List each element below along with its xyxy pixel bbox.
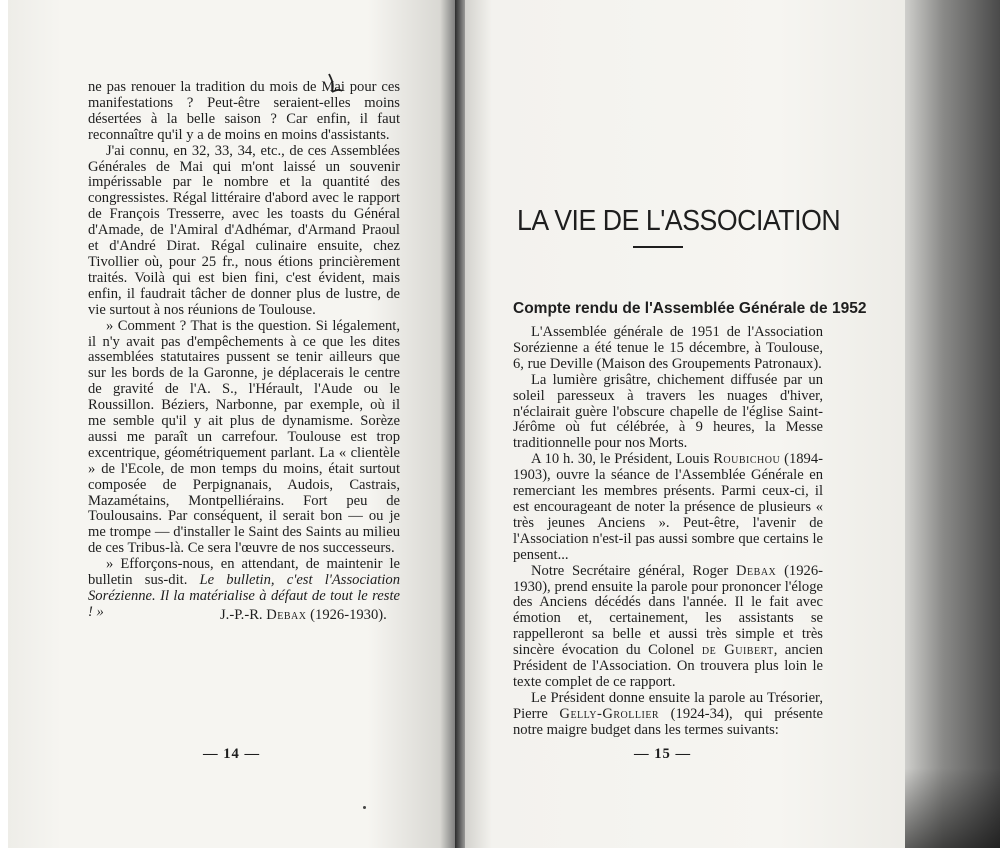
paragraph-text: La lumière grisâtre, chichement diffusée par un soleil paresseux à travers les nuages d'hiver, n'éclairait guère l'obscure chapelle de l'église Saint-Jérôme où fut célébrée, à 9 heures, la Messe traditionnelle pour nos Morts.	[513, 371, 823, 452]
paragraph	[513, 325, 823, 373]
closing-italic-text: Le bulletin, c'est l'Association Sorézienne. Il la matérialise à défaut de tout le reste ! »	[88, 572, 400, 620]
closing-text: » Efforçons-nous, en attendant, de maintenir le bulletin sus-dit.	[88, 556, 400, 589]
paragraph-text: (1894-1903), ouvre la séance de l'Assemblée Générale en remerciant les membres présents. Parmi ceux-ci, il est encourageant de noter la présence de plusieurs « très jeunes Anciens ». Peut-être, l'avenir de l'Association n'est-il pas aussi sombre que certains le pensent...	[513, 451, 823, 563]
paragraph-text: Le Président donne ensuite la parole au Trésorier, Pierre	[513, 689, 823, 722]
ink-speck	[363, 806, 366, 809]
right-page	[465, 0, 913, 848]
left-page	[8, 0, 458, 848]
title-rule	[633, 246, 683, 248]
paragraph	[513, 691, 823, 739]
paragraph-text: Notre Secrétaire général, Roger	[531, 562, 729, 579]
paragraph-text: L'Assemblée générale de 1951 de l'Association Sorézienne a été tenue le 15 décembre, à Toulouse, 6, rue Deville (Maison des Groupements Patronaux).	[513, 324, 823, 372]
signature-name: Debax	[266, 607, 307, 623]
edge-shadow	[905, 768, 1000, 848]
paragraph: J'ai connu, en 32, 33, 34, etc., de ces Assemblées Générales de Mai qui m'ont laissé un souvenir impérissable par le nombre et la quantité des congressistes. Régal littéraire d'abord avec le rapport de François Tresserre, avec les toasts du Général d'Amade, de l'Amiral d'Adhémar, d'Armand Praoul et d'André Dirat. Régal culinaire ensuite, chez Tivollier où, pour 25 fr., nous étions princièrement traités. Voilà qui est bien fini, c'est évident, mais enfin, il faudrait tâcher de donner plus de lustre, de vie surtout à nos réunions de Toulouse.	[88, 142, 400, 318]
paragraph	[513, 452, 823, 563]
paragraph	[513, 373, 823, 453]
signature-initials: J.-P.-R.	[220, 607, 263, 623]
paragraph-text: A 10 h. 30, le Président, Louis	[531, 451, 710, 468]
person-name: Debax	[736, 562, 777, 579]
paragraph-text: (1926-1930), prend ensuite la parole pour prononcer l'éloge des Anciens décédés dans l'année. Il le fait avec émotion et, certainement, les assistants se rappelleront sa belle et aussi très simple et très sincère évocation du Colonel	[513, 562, 823, 659]
signature-years: (1926-1930).	[310, 607, 387, 623]
paragraph: ne pas renouer la tradition du mois de Mai pour ces manifestations ? Peut-être seraient-elles moins désertées à la belle saison ? Car enfin, il faut reconnaître qu'il y a de moins en moins d'assistants.	[88, 79, 400, 143]
page-number-right: — 15 —	[634, 746, 692, 762]
book-edge	[905, 0, 1000, 848]
paragraph-text: (1924-34), qui présente notre maigre budget dans les termes suivants:	[513, 705, 824, 738]
paragraph-text: , ancien Président de l'Association. On trouvera plus loin le texte complet de ce rapport.	[513, 642, 823, 690]
page-number-left: — 14 —	[203, 746, 261, 762]
right-page-text	[513, 325, 823, 739]
section-title: LA VIE DE L'ASSOCIATION	[517, 205, 841, 238]
person-name: Roubichou	[713, 451, 781, 468]
left-page-text	[88, 80, 400, 621]
book-gutter	[455, 0, 465, 848]
paragraph	[513, 564, 823, 691]
person-name: Gelly-Grollier	[559, 705, 660, 722]
signature	[220, 607, 387, 624]
paragraph: » Comment ? That is the question. Si légalement, il n'y avait pas d'empêchements à ce que les dites assemblées statutaires pussent se tenir ailleurs que sur les bords de la Garonne, je déplacerais le centre de gravité de l'A. S., l'Hérault, l'Aude ou le Roussillon. Béziers, Narbonne, par exemple, où il me semble qu'il y ait plus de dynamisme. Sorèze aussi me paraît un carrefour. Toulouse est trop excentrique, géométriquement parlant. La « clientèle » de l'Ecole, de mon temps du moins, était surtout composée de Perpignanais, Audois, Castrais, Mazamétains, Montpelliérains. Fort peu de Toulousains. Par conséquent, il serait bon — ou je me trompe — d'installer le Saint des Saints au milieu de ces Tribus-là. Ce sera l'œuvre de nos successeurs.	[88, 317, 400, 557]
report-title: Compte rendu de l'Assemblée Générale de 1952	[513, 299, 867, 317]
person-name: de Guibert	[701, 642, 774, 659]
